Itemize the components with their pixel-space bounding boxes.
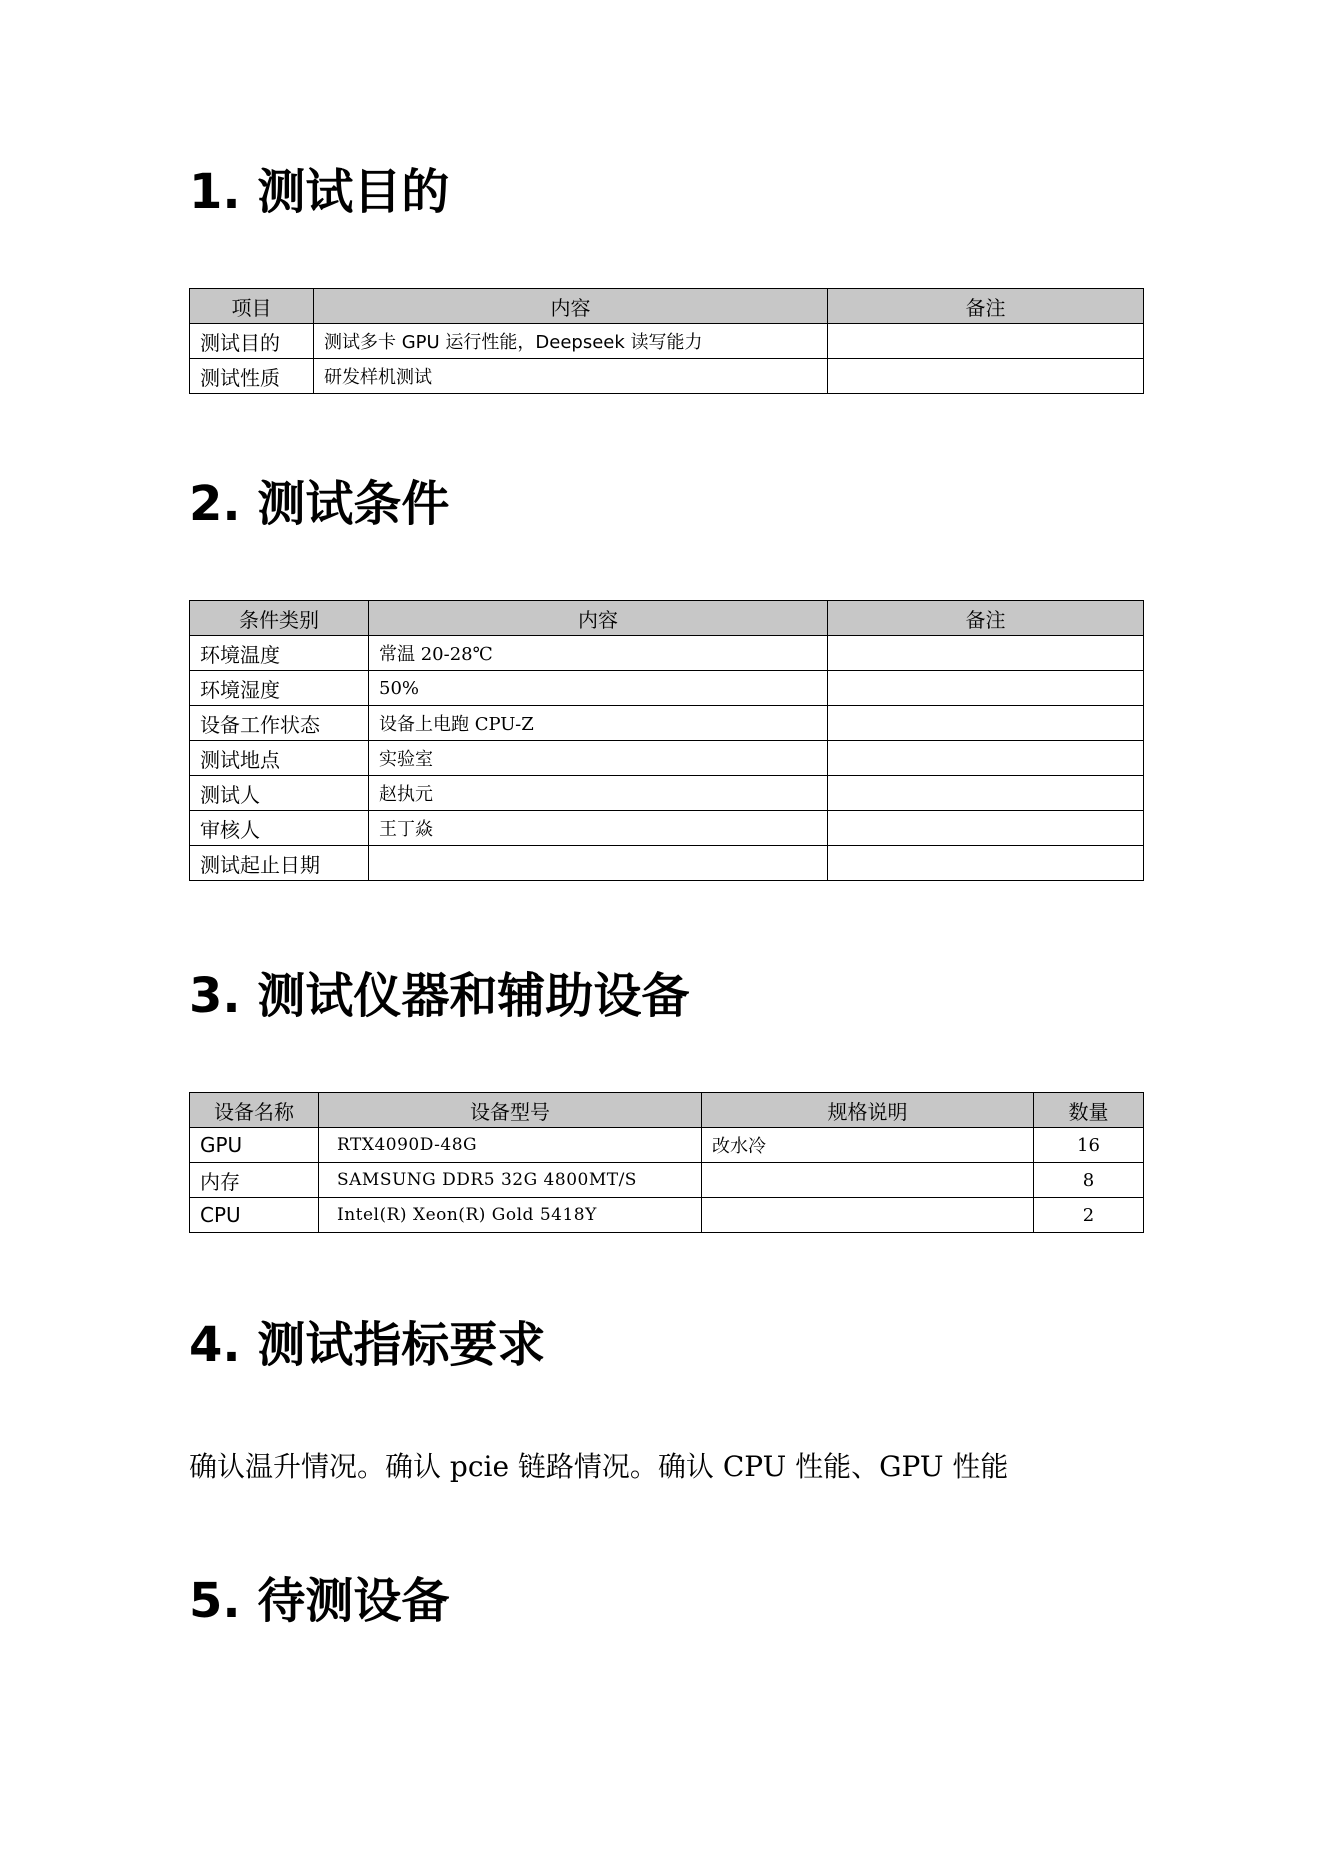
equipment-table (189, 1092, 1144, 1233)
device-name: GPU (190, 1128, 319, 1163)
row-content: 研发样机测试 (314, 359, 828, 394)
table-row (190, 636, 1144, 671)
row-content: 赵执元 (369, 776, 828, 811)
column-header: 条件类别 (190, 601, 369, 636)
table-row (190, 359, 1144, 394)
row-content (369, 846, 828, 881)
device-model: Intel(R) Xeon(R) Gold 5418Y (319, 1198, 702, 1233)
row-remark (828, 706, 1144, 741)
row-label: 测试人 (190, 776, 369, 811)
column-header: 数量 (1034, 1093, 1144, 1128)
device-name: CPU (190, 1198, 319, 1233)
table-row (190, 741, 1144, 776)
column-header: 内容 (369, 601, 828, 636)
table-row (190, 776, 1144, 811)
row-label: 环境温度 (190, 636, 369, 671)
column-header: 设备名称 (190, 1093, 319, 1128)
device-spec (702, 1163, 1034, 1198)
row-label: 审核人 (190, 811, 369, 846)
table-header-row (190, 1093, 1144, 1128)
section-5-heading: 5. 待测设备 (189, 1573, 450, 1629)
row-content: 王丁焱 (369, 811, 828, 846)
test-conditions-table (189, 600, 1144, 881)
row-label: 测试性质 (190, 359, 314, 394)
table-row (190, 1128, 1144, 1163)
device-model: RTX4090D-48G (319, 1128, 702, 1163)
row-label: 环境湿度 (190, 671, 369, 706)
row-remark (828, 671, 1144, 706)
table-row (190, 811, 1144, 846)
table-row (190, 846, 1144, 881)
row-content: 实验室 (369, 741, 828, 776)
row-remark (828, 324, 1144, 359)
device-spec: 改水冷 (702, 1128, 1034, 1163)
table-row (190, 1163, 1144, 1198)
test-purpose-table (189, 288, 1144, 394)
test-requirements-text: 确认温升情况。确认 pcie 链路情况。确认 CPU 性能、GPU 性能 (189, 1450, 1009, 1483)
column-header: 设备型号 (319, 1093, 702, 1128)
row-content: 设备上电跑 CPU-Z (369, 706, 828, 741)
device-quantity: 2 (1034, 1198, 1144, 1233)
table-header-row (190, 601, 1144, 636)
section-4-heading: 4. 测试指标要求 (189, 1317, 546, 1373)
device-quantity: 8 (1034, 1163, 1144, 1198)
device-model: SAMSUNG DDR5 32G 4800MT/S (319, 1163, 702, 1198)
column-header: 项目 (190, 289, 314, 324)
row-label: 测试地点 (190, 741, 369, 776)
table-row (190, 1198, 1144, 1233)
row-remark (828, 846, 1144, 881)
column-header: 备注 (828, 601, 1144, 636)
row-remark (828, 776, 1144, 811)
row-content: 测试多卡 GPU 运行性能，Deepseek 读写能力 (314, 324, 828, 359)
column-header: 内容 (314, 289, 828, 324)
row-remark (828, 359, 1144, 394)
column-header: 规格说明 (702, 1093, 1034, 1128)
section-1-heading: 1. 测试目的 (189, 164, 450, 220)
row-content: 常温 20-28℃ (369, 636, 828, 671)
device-name: 内存 (190, 1163, 319, 1198)
row-label: 测试起止日期 (190, 846, 369, 881)
table-row (190, 706, 1144, 741)
table-row (190, 324, 1144, 359)
device-quantity: 16 (1034, 1128, 1144, 1163)
row-label: 测试目的 (190, 324, 314, 359)
table-header-row (190, 289, 1144, 324)
device-spec (702, 1198, 1034, 1233)
row-remark (828, 811, 1144, 846)
section-3-heading: 3. 测试仪器和辅助设备 (189, 968, 690, 1024)
row-remark (828, 636, 1144, 671)
row-label: 设备工作状态 (190, 706, 369, 741)
column-header: 备注 (828, 289, 1144, 324)
table-row (190, 671, 1144, 706)
row-content: 50% (369, 671, 828, 706)
section-2-heading: 2. 测试条件 (189, 476, 450, 532)
row-remark (828, 741, 1144, 776)
